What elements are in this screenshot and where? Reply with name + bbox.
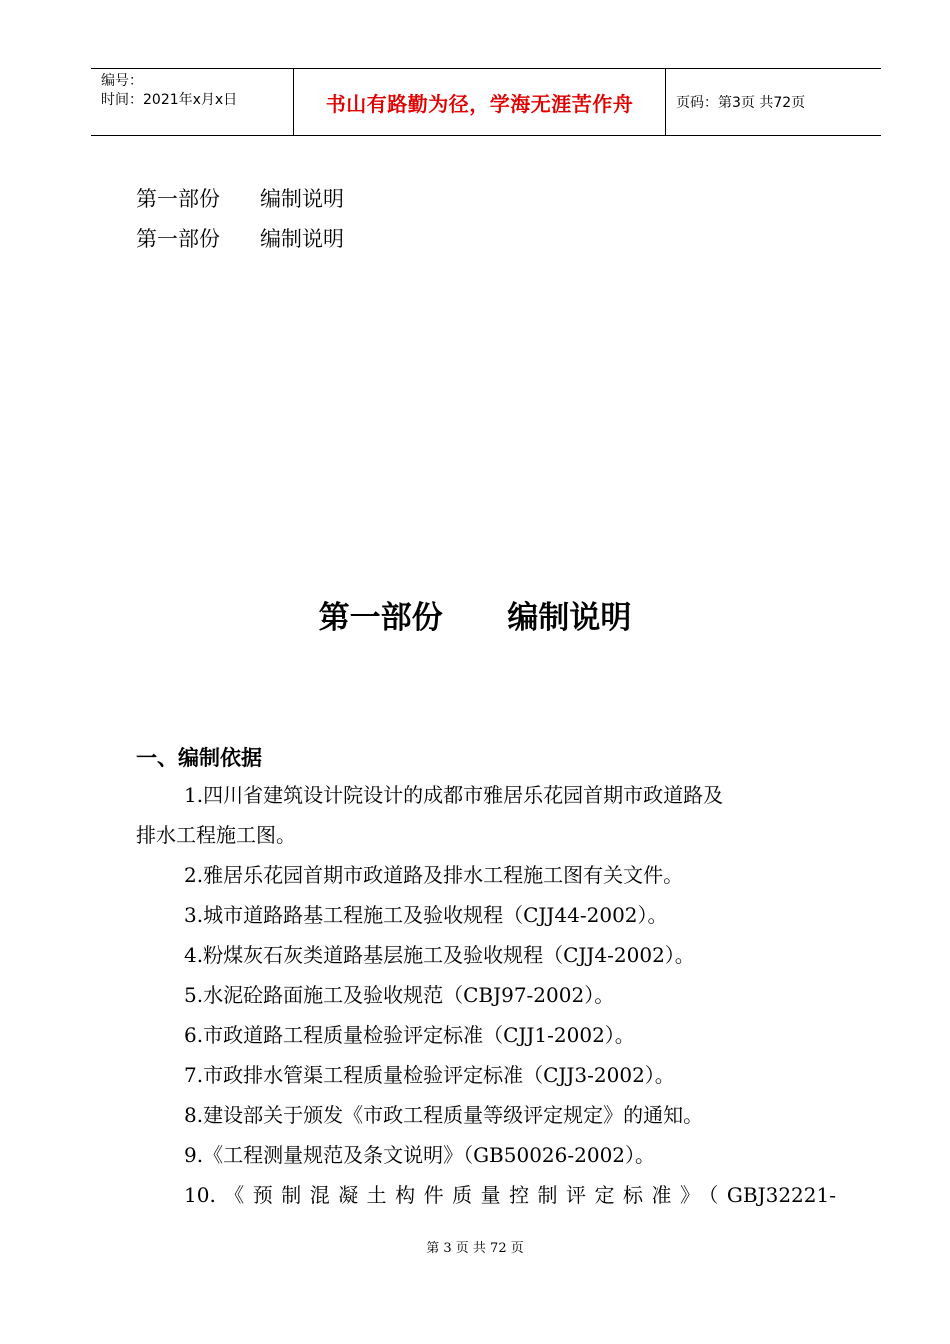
list-item-continuation: 排水工程施工图。 [136, 823, 296, 847]
header-page-number: 页码：第3页 共72页 [676, 95, 806, 111]
list-item: 10.《预制混凝土构件质量控制评定标准》（GBJ32221- [184, 1183, 836, 1207]
page-title: 第一部份 编制说明 [318, 600, 632, 636]
toc-line: 第一部份 编制说明 [136, 187, 345, 211]
list-item: 9.《工程测量规范及条文说明》（GB50026-2002）。 [184, 1143, 656, 1167]
toc-line: 第一部份 编制说明 [136, 227, 345, 251]
section-body [136, 775, 836, 1215]
list-item: 2.雅居乐花园首期市政道路及排水工程施工图有关文件。 [184, 863, 684, 887]
page-header [91, 68, 881, 136]
list-item: 3.城市道路路基工程施工及验收规程（CJJ44-2002）。 [184, 903, 668, 927]
list-item: 7.市政排水管渠工程质量检验评定标准（CJJ3-2002）。 [184, 1063, 675, 1087]
header-motto: 书山有路勤为径，学海无涯苦作舟 [293, 69, 666, 135]
list-item: 6.市政道路工程质量检验评定标准（CJJ1-2002）。 [184, 1023, 635, 1047]
section-heading: 一、编制依据 [136, 746, 262, 770]
list-item: 1.四川省建筑设计院设计的成都市雅居乐花园首期市政道路及 [184, 783, 724, 807]
document-time-label: 时间：2021年x月x日 [101, 92, 238, 108]
page-footer: 第 3 页 共 72 页 [426, 1241, 524, 1256]
list-item: 4.粉煤灰石灰类道路基层施工及验收规程（CJJ4-2002）。 [184, 943, 695, 967]
document-number-label: 编号： [101, 73, 143, 89]
list-item: 5.水泥砼路面施工及验收规范（CBJ97-2002）。 [184, 983, 615, 1007]
header-meta [91, 69, 293, 135]
list-item: 8.建设部关于颁发《市政工程质量等级评定规定》的通知。 [184, 1103, 704, 1127]
